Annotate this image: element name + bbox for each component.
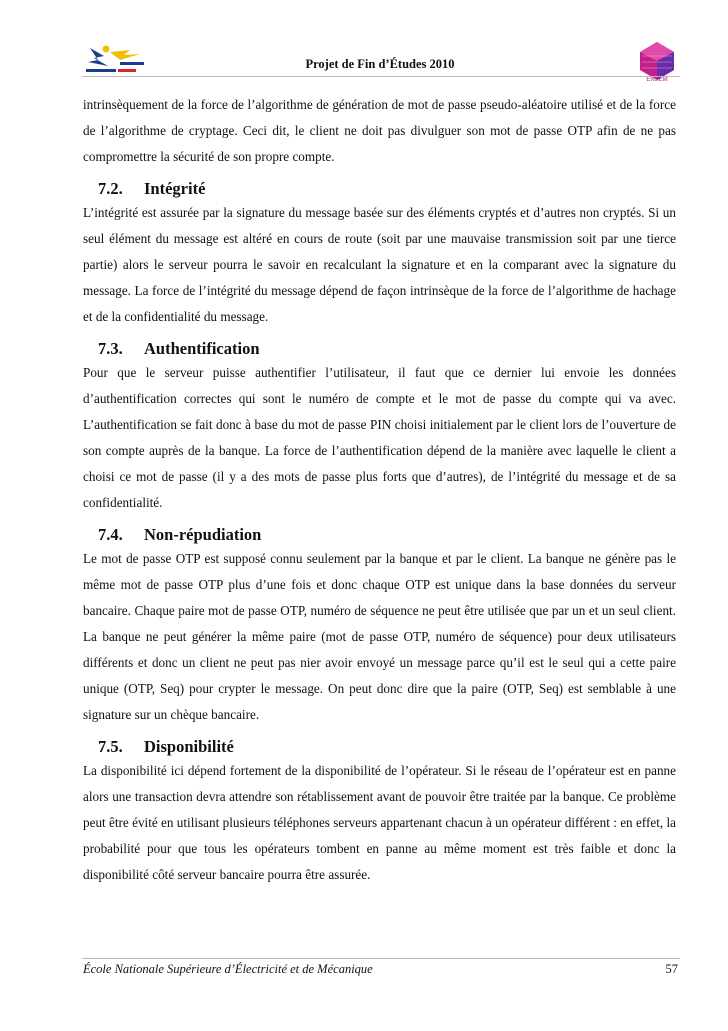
section-heading-integrite	[83, 178, 676, 200]
section-heading-non-repudiation	[83, 524, 676, 546]
section-paragraph-integrite: L’intégrité est assurée par la signature du message basée sur des éléments cryptés et d’autres non cryptés. Si un seul élément du message est altéré en cours de route (soit par une mauvaise transmission soit par une tierce partie) alors le serveur pourra le savoir en recalculant la signature et en la comparant avec la signature du message. La force de l’intégrité du message dépend de façon intrinsèque de la force de l’algorithme de hachage et de la confidentialité du message.	[83, 205, 676, 324]
section-number: 7.2.	[98, 179, 123, 198]
page-footer	[83, 962, 678, 977]
section-title: Non-répudiation	[144, 525, 262, 544]
page-header	[80, 40, 680, 90]
section-number: 7.5.	[98, 737, 123, 756]
footer-school-name: École Nationale Supérieure d’Électricité et de Mécanique	[83, 962, 373, 976]
footer-divider	[82, 958, 680, 959]
section-heading-disponibilite	[83, 736, 676, 758]
section-number: 7.3.	[98, 339, 123, 358]
header-divider	[82, 76, 680, 77]
intro-paragraph: intrinsèquement de la force de l’algorithme de génération de mot de passe pseudo-aléatoire utilisé et de la force de l’algorithme de cryptage. Ceci dit, le client ne doit pas divulguer son mot de passe OTP afin de ne pas compromettre la sécurité de son propre compte.	[83, 97, 676, 164]
section-title: Disponibilité	[144, 737, 234, 756]
section-paragraph-authentification: Pour que le serveur puisse authentifier l’utilisateur, il faut que ce dernier lui envoie les données d’authentification correctes qui sont le numéro de compte et le mot de passe du compte qui va avec. L’authentification se fait donc à base du mot de passe PIN choisi initialement par le client lors de l’ouverture de son compte auprès de la banque. La force de l’authentification dépend de la manière avec laquelle le client a choisi ce mot de passe (il y a des mots de passe plus forts que d’autres), de l’intégrité du message et de sa confidentialité.	[83, 365, 676, 510]
section-number: 7.4.	[98, 525, 123, 544]
section-title: Intégrité	[144, 179, 206, 198]
page-number: 57	[665, 962, 678, 976]
header-title: Projet de Fin d’Études 2010	[305, 57, 455, 71]
section-title: Authentification	[144, 339, 260, 358]
section-paragraph-disponibilite: La disponibilité ici dépend fortement de la disponibilité de l’opérateur. Si le réseau de l’opérateur est en panne alors une transaction devra attendre son rétablissement avant de pouvoir être traitée par la banque. Ce problème peut être évité en utilisant plusieurs téléphones serveurs appartenant chacun à un opérateur différent : en effet, la probabilité pour que tous les opérateurs tombent en panne au même moment est très faible et donc la disponibilité côté serveur bancaire pourra être assurée.	[83, 763, 676, 882]
ensem-logo-text: ENSEM	[646, 77, 668, 82]
document-body	[83, 92, 676, 888]
section-paragraph-non-repudiation: Le mot de passe OTP est supposé connu seulement par la banque et par le client. La banque ne génère pas le même mot de passe OTP plus d’une fois et donc chaque OTP est unique dans la base données du serveur bancaire. Chaque paire mot de passe OTP, numéro de séquence ne peut être utilisée que par un et un seul client. La banque ne peut générer la même paire (mot de passe OTP, numéro de séquence) pour deux utilisateurs différents et donc un client ne peut pas nier avoir envoyé un message parce qu’il est le seul qui a cette paire unique (OTP, Seq) pour crypter le message. On peut donc dire que la paire (OTP, Seq) est semblable à une signature sur un chèque bancaire.	[83, 551, 676, 722]
section-heading-authentification	[83, 338, 676, 360]
